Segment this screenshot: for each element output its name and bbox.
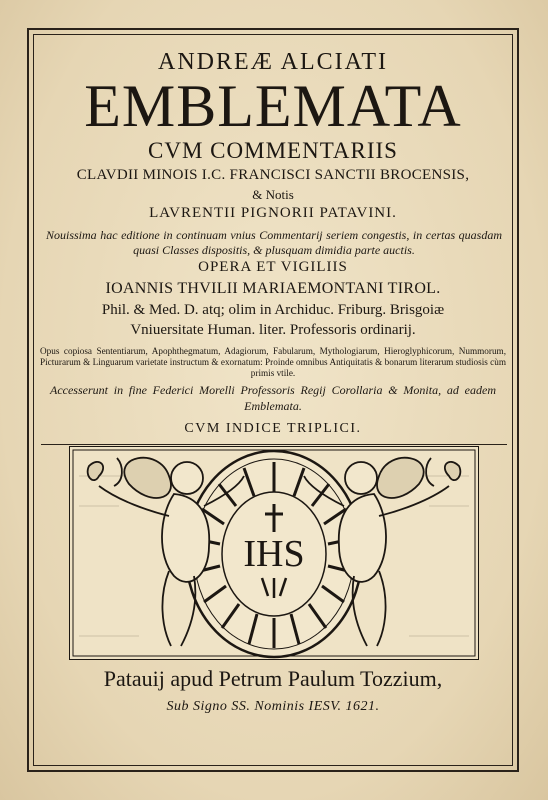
imprint-sign: Sub Signo SS. Nominis IESV. 1621. bbox=[166, 699, 380, 714]
woodcut-top-rule bbox=[41, 444, 507, 445]
opus-description: Opus copiosa Sententiarum, Apophthegmatum, Adagiorum, Fabularum, Mythologiarum, Hieroglyphicorum, Nummorum, Picturarum & Linguarum varietate instructum & exornatum: Proinde omnibus Antiquitatis & bonarum literarum studiosis cùm primis vtile. bbox=[40, 346, 506, 379]
editor-title-line-1: Phil. & Med. D. atq; olim in Archiduc. Friburg. Brisgoiæ bbox=[101, 302, 445, 318]
book-title: EMBLEMATA bbox=[84, 73, 462, 139]
ihs-woodcut-icon bbox=[69, 446, 479, 660]
editor-name: IOANNIS THVILII MARIAEMONTANI TIROL. bbox=[105, 280, 441, 297]
imprint-place: Patauij apud Petrum Paulum Tozzium, bbox=[103, 666, 443, 691]
edition-note: Nouissima hac editione in continuam vnius Commentarij seriem congestis, in certas quasdam quasi Classes dispositis, & plusquam dimidia parte auctis. bbox=[46, 228, 502, 257]
commentator-line-1: CLAVDII MINOIS I.C. FRANCISCI SANCTII BROCENSIS, bbox=[76, 167, 470, 183]
ihs-monogram: IHS bbox=[243, 533, 305, 575]
and-notes-line: & Notis bbox=[252, 187, 294, 202]
editor-title-line-2: Vniuersitate Human. liter. Professoris ordinarij. bbox=[130, 322, 416, 338]
opera-line: OPERA ET VIGILIIS bbox=[198, 259, 348, 275]
accesserunt-note: Accesserunt in fine Federici Morelli Professoris Regij Corollaria & Monita, ad eadem Emblemata. bbox=[50, 383, 496, 413]
author-line: ANDREÆ ALCIATI bbox=[158, 49, 388, 75]
commentator-line-2: LAVRENTII PIGNORII PATAVINI. bbox=[149, 205, 397, 221]
subtitle-line: CVM COMMENTARIIS bbox=[148, 138, 398, 163]
index-line: CVM INDICE TRIPLICI. bbox=[184, 421, 362, 436]
